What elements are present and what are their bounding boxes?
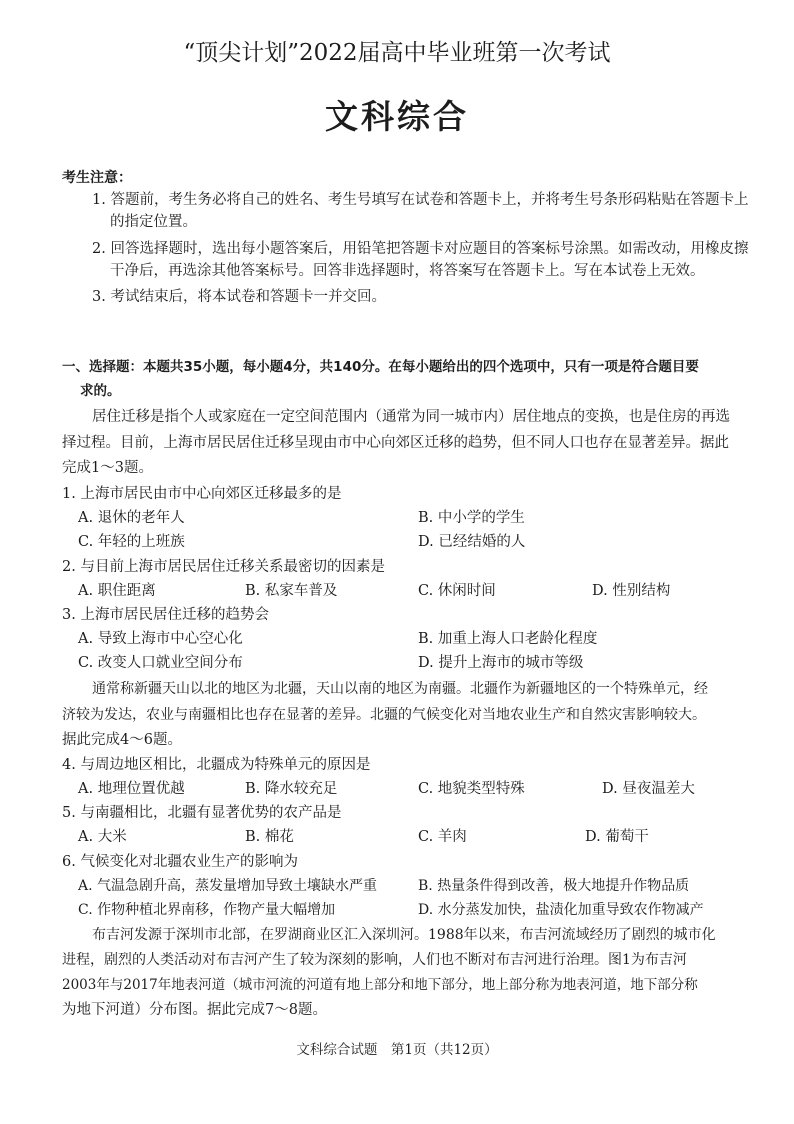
notice-item-1-line-1: 1. 答题前，考生务必将自己的姓名、考生号填写在试卷和答题卡上，并将考生号条形码粘贴在答题卡上 bbox=[92, 192, 749, 208]
question-6-stem: 6. 气候变化对北疆农业生产的影响为 bbox=[62, 854, 298, 870]
exam-title: “顶尖计划”2022届高中毕业班第一次考试 bbox=[183, 40, 611, 66]
passage-3-line-1: 布吉河发源于深圳市北部，在罗湖商业区汇入深圳河。1988年以来，布吉河流域经历了剧烈的城市化 bbox=[92, 927, 716, 943]
question-2-option-d: D. 性别结构 bbox=[592, 583, 671, 599]
passage-2-line-1: 通常称新疆天山以北的地区为北疆，天山以南的地区为南疆。北疆作为新疆地区的一个特殊单元，经 bbox=[92, 681, 708, 697]
question-3-option-c: C. 改变人口就业空间分布 bbox=[78, 655, 243, 671]
question-4-option-b: B. 降水较充足 bbox=[245, 781, 338, 797]
question-6-option-b: B. 热量条件得到改善，极大地提升作物品质 bbox=[418, 878, 690, 894]
question-3-stem: 3. 上海市居民居住迁移的趋势会 bbox=[62, 607, 269, 623]
question-3-option-a: A. 导致上海市中心空心化 bbox=[78, 631, 243, 647]
question-2-stem: 2. 与目前上海市居民居住迁移关系最密切的因素是 bbox=[62, 559, 385, 575]
passage-3-line-4: 为地下河道）分布图。据此完成7～8题。 bbox=[62, 1002, 327, 1018]
question-5-option-a: A. 大米 bbox=[78, 829, 127, 845]
question-1-option-d: D. 已经结婚的人 bbox=[418, 534, 526, 550]
notice-item-3: 3. 考试结束后，将本试卷和答题卡一并交回。 bbox=[92, 289, 386, 305]
question-4-option-c: C. 地貌类型特殊 bbox=[418, 781, 525, 797]
passage-1-line-2: 择过程。目前，上海市居民居住迁移呈现由市中心向郊区迁移的趋势，但不同人口也存在显著差异。据此 bbox=[62, 435, 729, 451]
question-5-option-b: B. 棉花 bbox=[245, 829, 294, 845]
question-4-option-d: D. 昼夜温差大 bbox=[602, 781, 695, 797]
question-6-option-c: C. 作物种植北界南移，作物产量大幅增加 bbox=[78, 902, 336, 918]
question-3-option-b: B. 加重上海人口老龄化程度 bbox=[418, 631, 598, 647]
passage-2-line-3: 据此完成4～6题。 bbox=[62, 732, 182, 748]
section-one-line-2: 求的。 bbox=[80, 383, 121, 399]
question-6-option-d: D. 水分蒸发加快，盐渍化加重导致农作物减产 bbox=[418, 902, 704, 918]
question-5-stem: 5. 与南疆相比，北疆有显著优势的农产品是 bbox=[62, 805, 342, 821]
question-5-option-d: D. 葡萄干 bbox=[585, 829, 649, 845]
question-5-option-c: C. 羊肉 bbox=[418, 829, 467, 845]
question-3-option-d: D. 提升上海市的城市等级 bbox=[418, 655, 584, 671]
passage-3-line-2: 进程，剧烈的人类活动对布吉河产生了较为深刻的影响，人们也不断对布吉河进行治理。图1为布吉河 bbox=[62, 952, 687, 968]
question-1-option-a: A. 退休的老年人 bbox=[78, 510, 185, 526]
page-footer: 文科综合试题 第1页（共12页） bbox=[296, 1042, 498, 1058]
passage-1-line-1: 居住迁移是指个人或家庭在一定空间范围内（通常为同一城市内）居住地点的变换，也是住房的再选 bbox=[92, 409, 730, 425]
question-1-option-c: C. 年轻的上班族 bbox=[78, 534, 185, 550]
question-1-option-b: B. 中小学的学生 bbox=[418, 510, 525, 526]
notice-item-2-line-1: 2. 回答选择题时，选出每小题答案后，用铅笔把答题卡对应题目的答案标号涂黑。如需改动，用橡皮擦 bbox=[92, 241, 749, 257]
notice-item-1-line-2: 的指定位置。 bbox=[110, 214, 197, 230]
question-6-option-a: A. 气温急剧升高，蒸发量增加导致土壤缺水严重 bbox=[78, 878, 378, 894]
passage-1-line-3: 完成1～3题。 bbox=[62, 460, 153, 476]
passage-2-line-2: 济较为发达，农业与南疆相比也存在显著的差异。北疆的气候变化对当地农业生产和自然灾害影响较大。 bbox=[62, 707, 706, 723]
section-one-line-1: 一、选择题：本题共35小题，每小题4分，共140分。在每小题给出的四个选项中，只有一项是符合题目要 bbox=[62, 359, 699, 375]
question-4-option-a: A. 地理位置优越 bbox=[78, 781, 185, 797]
notice-item-2-line-2: 干净后，再选涂其他答案标号。回答非选择题时，将答案写在答题卡上。写在本试卷上无效。 bbox=[110, 263, 705, 279]
question-2-option-a: A. 职住距离 bbox=[78, 583, 156, 599]
notice-heading: 考生注意： bbox=[62, 170, 132, 186]
question-2-option-b: B. 私家车普及 bbox=[245, 583, 338, 599]
passage-3-line-3: 2003年与2017年地表河道（城市河流的河道有地上部分和地下部分，地上部分称为地表河道，地下部分称 bbox=[62, 977, 698, 993]
question-1-stem: 1. 上海市居民由市中心向郊区迁移最多的是 bbox=[62, 486, 342, 502]
question-4-stem: 4. 与周边地区相比，北疆成为特殊单元的原因是 bbox=[62, 757, 371, 773]
question-2-option-c: C. 休闲时间 bbox=[418, 583, 496, 599]
subject-title: 文科综合 bbox=[325, 97, 469, 136]
